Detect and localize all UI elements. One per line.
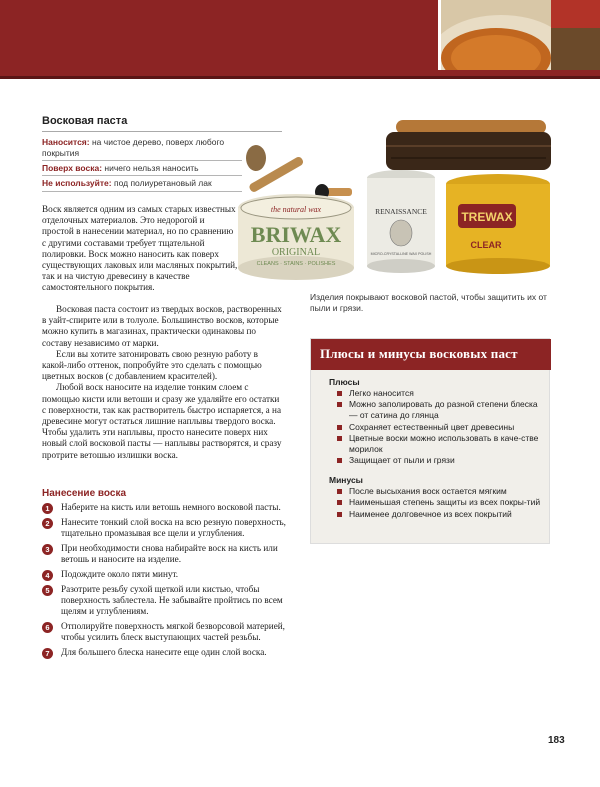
pros-item-text: Можно заполировать до разной степени блеска — от сатина до глянца [349, 399, 538, 421]
step-item [42, 517, 287, 539]
cons-item-text: Наименее долговечное из всех покрытий [349, 508, 512, 519]
meta-rule [42, 175, 242, 176]
trewax-can [446, 174, 550, 274]
photo-caption: Изделия покрывают восковой пастой, чтобы защитить их от пыли и грязи. [310, 292, 547, 313]
cons-list [337, 486, 542, 520]
step-number: 1 [42, 503, 53, 514]
step-text: Отполируйте поверхность мягкой безворсовой материей, чтобы усилить блеск выступающих частей резьбы. [61, 620, 285, 642]
meta-rule [42, 191, 242, 192]
step-text: Для большего блеска нанесите еще один слой воска. [61, 646, 267, 657]
cons-item-text: После высыхания воск остается мягким [349, 486, 507, 496]
pros-title: Плюсы [329, 377, 360, 387]
pros-item-text: Сохраняет естественный цвет древесины [349, 421, 515, 432]
renaissance-sub: MICRO-CRYSTALLINE WAX POLISH [370, 252, 432, 256]
meta-rule [42, 160, 242, 161]
step-number: 5 [42, 585, 53, 596]
renaissance-label: RENAISSANCE [375, 207, 427, 216]
meta-applied-to-value: на чистое дерево, поверх любого покрытия [42, 137, 225, 158]
briwax-can [238, 194, 354, 280]
bullet-square-icon [337, 425, 342, 430]
step-item [42, 502, 287, 513]
briwax-label: BRIWAX [250, 222, 342, 247]
pros-list [337, 388, 542, 466]
pros-item-text: Цветные воски можно использовать в каче-стве морилок [349, 432, 539, 454]
bullet-square-icon [337, 391, 342, 396]
meta-over-wax [42, 163, 242, 174]
header-photo [438, 0, 600, 70]
meta-do-not-use-label: Не используйте: [42, 178, 112, 188]
section-title: Восковая паста [42, 115, 128, 127]
bullet-square-icon [337, 512, 342, 517]
step-text: Разотрите резьбу сухой щеткой или кистью, чтобы поверхность заблестела. Не забывайте пройтись по всем щелям и углублениям. [61, 583, 283, 616]
step-item [42, 621, 287, 643]
cons-item [337, 509, 542, 520]
meta-over-wax-value: ничего нельзя наносить [104, 163, 199, 173]
briwax-tagline: the natural wax [270, 205, 322, 214]
step-number: 3 [42, 544, 53, 555]
paragraph-text: Восковая паста состоит из твердых восков, растворенных в уайт-спирите или в толуоле. Большинство восков, которые можно купить в магазинах, практически одинаковы по составу независимо от марки. [42, 304, 282, 348]
brush-large-icon [386, 120, 551, 170]
step-item [42, 647, 287, 658]
step-text: При необходимости снова набирайте воск на кисть или ветошь и наносите на изделие. [61, 542, 278, 564]
meta-do-not-use-value: под полиуретановый лак [113, 178, 212, 188]
trewax-label: TREWAX [461, 210, 513, 224]
step-text: Подождите около пяти минут. [61, 568, 179, 579]
step-text: Нанесите тонкий слой воска на всю резную поверхность, тщательно промазывая все щели и углубления. [61, 516, 286, 538]
bullet-square-icon [337, 458, 342, 463]
step-item [42, 569, 287, 580]
steps-title: Нанесение воска [42, 488, 127, 499]
bullet-square-icon [337, 402, 342, 407]
cons-item-text: Наименьшая степень защиты из всех покры-тий [349, 497, 541, 508]
pros-item-text: Легко наносится [349, 388, 414, 398]
bullet-square-icon [337, 436, 342, 441]
steps-list [42, 502, 287, 662]
paragraph-text: Любой воск наносите на изделие тонким слоем с помощью кисти или ветоши и сразу же удаляйте его остатки с поверхности, так как растворитель быстро испаряется, а на древесине могут остаться лишние наплывы твердого воска. Чтобы удалить эти наплывы, просто нанесите поверх них новый слой восковой пасты — наплывы растворятся, и сразу протрите ветошью излишки воска. [42, 382, 282, 460]
header-band-rule [0, 76, 600, 79]
step-item [42, 543, 287, 565]
meta-over-wax-label: Поверх воска: [42, 163, 103, 173]
page-number: 183 [548, 735, 565, 746]
renaissance-can [367, 170, 435, 273]
trewax-sub: CLEAR [470, 240, 502, 250]
step-number: 2 [42, 518, 53, 529]
briwax-sub: ORIGINAL [271, 247, 321, 258]
step-number: 7 [42, 648, 53, 659]
briwax-small: CLEANS · STAINS · POLISHES [256, 261, 336, 267]
pros-item [337, 388, 542, 399]
meta-applied-to [42, 137, 242, 159]
pros-item [337, 433, 542, 455]
body-paragraph-1 [42, 204, 238, 294]
step-number: 6 [42, 622, 53, 633]
cons-item [337, 497, 542, 508]
body-paragraphs [42, 304, 282, 461]
bullet-square-icon [337, 489, 342, 494]
pros-item [337, 455, 542, 466]
bullet-square-icon [337, 500, 342, 505]
pros-item [337, 422, 542, 433]
pros-item [337, 399, 542, 421]
meta-applied-to-label: Наносится: [42, 137, 90, 147]
step-number: 4 [42, 570, 53, 581]
pros-cons-title: Плюсы и минусы восковых паст [311, 339, 551, 370]
brush-small-icon [246, 145, 304, 193]
step-item [42, 584, 287, 618]
pros-item-text: Защищает от пыли и грязи [349, 455, 455, 466]
pros-cons-box [310, 338, 550, 544]
wax-products-photo [236, 98, 554, 288]
paragraph-text: Воск является одним из самых старых известных отделочных материалов. Это недорогой и простой в нанесении материал, но по сравнению с другими составами требует тщательной полировки. Воск можно наносить как поверх существующих лаковых или масляных покрытий, так и на чистую древесину в качестве самостоятельного покрытия. [42, 204, 238, 293]
paragraph-text: Если вы хотите затонировать свою резную работу в какой-либо оттенок, попробуйте это сделать с помощью цветных восков (с добавлением красителей). [42, 348, 262, 382]
cons-title: Минусы [329, 475, 363, 485]
step-text: Наберите на кисть или ветошь немного восковой пасты. [61, 502, 281, 512]
meta-do-not-use [42, 178, 242, 189]
cons-item [337, 486, 542, 497]
